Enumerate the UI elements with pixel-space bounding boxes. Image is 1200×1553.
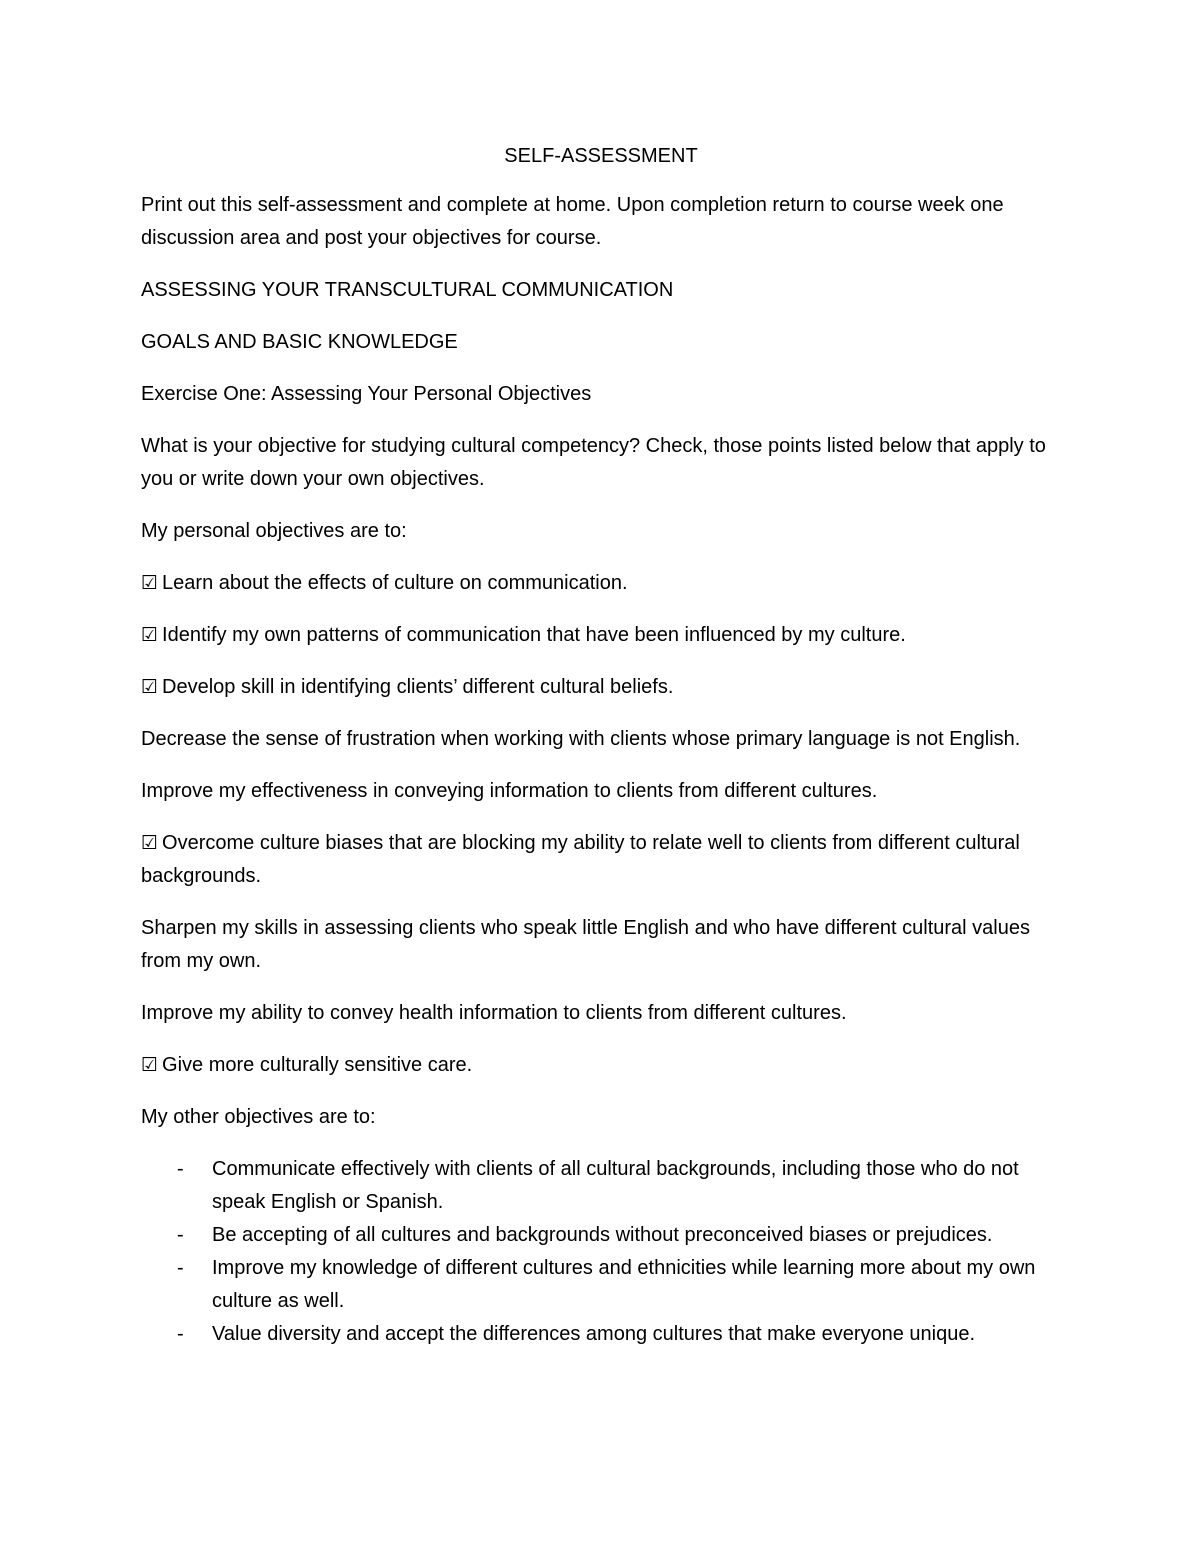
exercise-title: Exercise One: Assessing Your Personal Objectives [141,383,592,405]
list-item-text: Improve my knowledge of different cultures and ethnicities while learning more about my own culture as well. [212,1257,1036,1312]
dash-bullet-icon: - [177,1323,184,1345]
document-body [141,141,1061,1351]
dash-bullet-icon: - [177,1224,184,1246]
objective-text: Learn about the effects of culture on communication. [162,572,628,594]
objective-item [141,723,1061,756]
objective-item [141,912,1061,978]
list-item [141,1252,1061,1318]
checkbox-checked-icon: ☑ [141,832,159,854]
dash-bullet-icon: - [177,1158,184,1180]
document-title: SELF-ASSESSMENT [504,145,698,167]
list-item [141,1153,1061,1219]
intro-paragraph: Print out this self-assessment and complete at home. Upon completion return to course week one discussion area and post your objectives for course. [141,194,1004,249]
objective-text: Develop skill in identifying clients’ different cultural beliefs. [162,676,674,698]
objective-text: Give more culturally sensitive care. [162,1054,473,1076]
objective-text: Identify my own patterns of communication that have been influenced by my culture. [162,624,906,646]
list-item [141,1318,1061,1351]
checkbox-checked-icon: ☑ [141,1054,159,1076]
objective-item [141,827,1061,893]
objective-item [141,997,1061,1030]
list-item [141,1219,1061,1252]
question-paragraph: What is your objective for studying cultural competency? Check, those points listed below that apply to you or write down your own objectives. [141,435,1046,490]
checkbox-checked-icon: ☑ [141,676,159,698]
dash-bullet-icon: - [177,1257,184,1279]
objective-text: Sharpen my skills in assessing clients who speak little English and who have different cultural values from my own. [141,917,1030,972]
list-item-text: Be accepting of all cultures and backgrounds without preconceived biases or prejudices. [212,1224,993,1246]
list-item-text: Value diversity and accept the differences among cultures that make everyone unique. [212,1323,976,1345]
heading-transcultural-communication: ASSESSING YOUR TRANSCULTURAL COMMUNICATION [141,279,674,301]
objective-text: Overcome culture biases that are blocking my ability to relate well to clients from different cultural backgrounds. [141,832,1020,887]
objective-text: Decrease the sense of frustration when working with clients whose primary language is not English. [141,728,1021,750]
objective-text: Improve my effectiveness in conveying information to clients from different cultures. [141,780,878,802]
objective-item [141,619,1061,652]
objective-item [141,775,1061,808]
other-objectives-label: My other objectives are to: [141,1106,376,1128]
objectives-list [141,567,1061,1082]
objective-item [141,1049,1061,1082]
checkbox-checked-icon: ☑ [141,624,159,646]
objectives-label: My personal objectives are to: [141,520,407,542]
list-item-text: Communicate effectively with clients of all cultural backgrounds, including those who do not speak English or Spanish. [212,1158,1019,1213]
objective-item [141,671,1061,704]
heading-goals-basic-knowledge: GOALS AND BASIC KNOWLEDGE [141,331,458,353]
other-objectives-list [141,1153,1061,1351]
objective-text: Improve my ability to convey health information to clients from different cultures. [141,1002,847,1024]
checkbox-checked-icon: ☑ [141,572,159,594]
objective-item [141,567,1061,600]
